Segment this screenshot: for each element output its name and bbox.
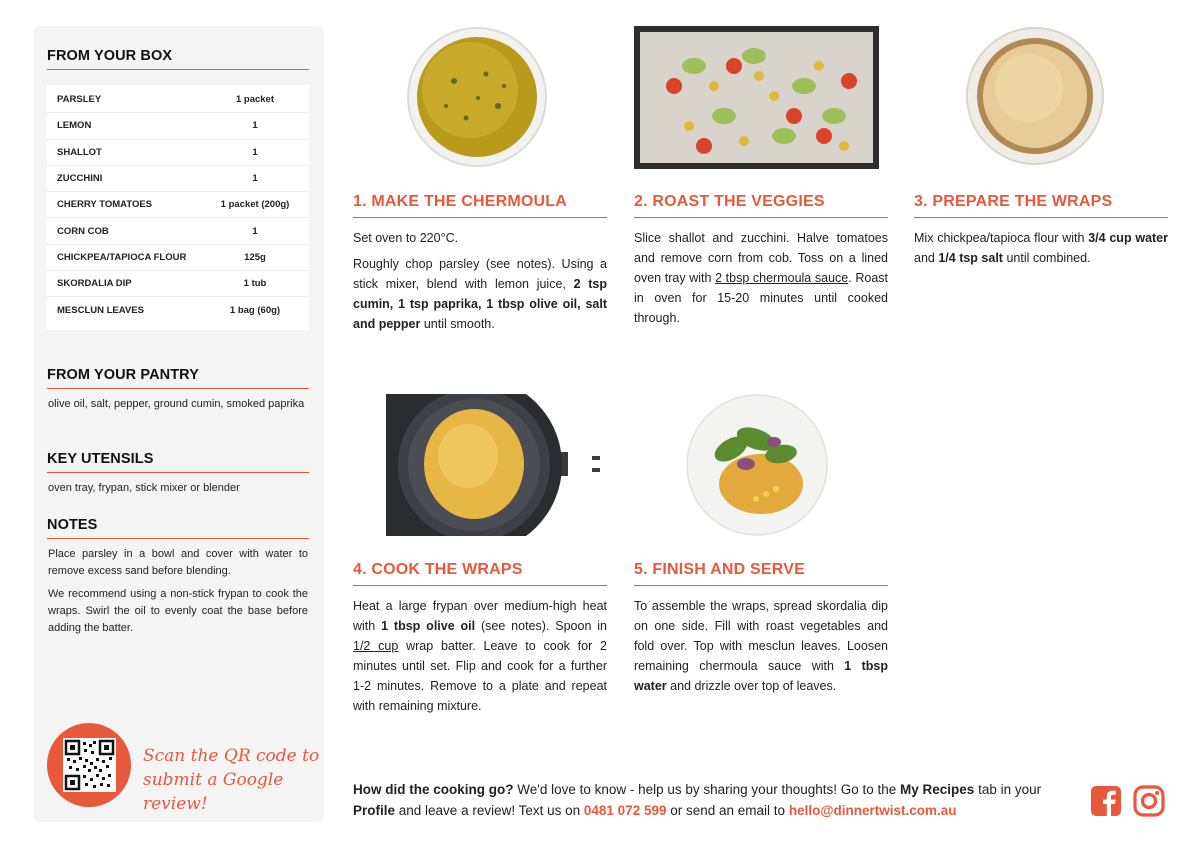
bold-span: 1 tbsp water — [634, 659, 888, 693]
note-item: We recommend using a non-stick frypan to cook the wraps. Swirl the oil to evenly coat the base before adding the batter. — [48, 588, 308, 634]
bold-span: 2 tsp cumin, 1 tsp paprika, 1 tbsp olive oil, salt and pepper — [353, 277, 607, 331]
step-paragraph — [353, 596, 607, 716]
step-3 — [914, 26, 1168, 346]
my-recipes-link[interactable]: My Recipes — [900, 782, 975, 797]
bold-span: 1/4 tsp salt — [938, 251, 1003, 265]
step-body — [634, 596, 888, 702]
step-paragraph: Set oven to 220°C. — [353, 231, 459, 245]
text-span: until smooth. — [420, 317, 495, 331]
underlined-span: 2 tbsp chermoula sauce — [715, 271, 849, 285]
ingredient-row — [47, 297, 309, 323]
step-2 — [634, 26, 888, 346]
ingredient-row — [47, 113, 309, 139]
review-footer — [353, 779, 1073, 821]
ingredient-row — [47, 218, 309, 244]
ingredient-name: LEMON — [57, 120, 92, 132]
text-span: until combined. — [1002, 251, 1091, 265]
step-title: 4. COOK THE WRAPS — [353, 561, 607, 586]
roast-tray-image — [634, 26, 879, 169]
text-span: To assemble the wraps, spread skordalia dip on one side. Fill with roast vegetables and fold over. Top with mesclun leaves. Loosen remaining chermoula sauce with — [634, 599, 888, 673]
text-span: Mix chickpea/tapioca flour with — [914, 231, 1089, 245]
footer-text: tab in your — [974, 782, 1042, 797]
step-body — [353, 228, 607, 340]
ingredient-name: MESCLUN LEAVES — [57, 305, 144, 317]
facebook-icon[interactable] — [1090, 785, 1122, 817]
ingredient-row — [47, 271, 309, 297]
ingredient-row — [47, 166, 309, 192]
ingredient-row — [47, 87, 309, 113]
ingredient-qty: 1 — [252, 146, 258, 158]
chermoula-bowl-image — [406, 26, 548, 168]
phone-link[interactable]: 0481 072 599 — [583, 803, 667, 818]
step-title: 3. PREPARE THE WRAPS — [914, 193, 1168, 218]
utensils-heading: KEY UTENSILS — [47, 451, 309, 473]
ingredient-row — [47, 140, 309, 166]
email-link[interactable]: hello@dinnertwist.com.au — [788, 803, 957, 818]
notes-text — [48, 546, 308, 643]
footer-text: or send an email to — [666, 803, 789, 818]
ingredient-qty: 125g — [244, 251, 266, 263]
footer-text: and leave a review! Text us on — [395, 803, 584, 818]
notes-heading: NOTES — [47, 517, 309, 539]
ingredient-qty: 1 — [252, 120, 258, 132]
step-paragraph — [353, 254, 607, 334]
text-span: . Roast in oven for 15-20 minutes until cooked through. — [634, 271, 889, 325]
qr-caption — [143, 744, 324, 816]
from-box-heading: FROM YOUR BOX — [47, 48, 309, 70]
step-5 — [634, 394, 888, 724]
ingredient-name: CORN COB — [57, 225, 109, 237]
step-paragraph — [634, 596, 888, 696]
underlined-span: 1/2 cup — [353, 639, 399, 653]
frypan-wrap-image — [386, 394, 606, 536]
ingredient-qty: 1 packet — [235, 94, 275, 106]
step-title: 2. ROAST THE VEGGIES — [634, 193, 888, 218]
ingredients-table — [47, 85, 309, 330]
text-span: Slice shallot and zucchini. Halve tomatoes and remove corn from cob. Toss on a lined oven tray with — [634, 231, 888, 285]
instagram-icon[interactable] — [1133, 785, 1165, 817]
qr-caption-line: submit a Google review! — [143, 770, 284, 814]
pantry-text: olive oil, salt, pepper, ground cumin, smoked paprika — [48, 398, 305, 410]
batter-bowl-image — [963, 26, 1107, 166]
qr-badge — [47, 723, 131, 807]
step-body — [634, 228, 888, 334]
ingredient-name: CHICKPEA/TAPIOCA FLOUR — [57, 251, 187, 263]
ingredient-name: ZUCCHINI — [57, 173, 103, 185]
step-4 — [353, 394, 607, 724]
text-span: Heat a large frypan over medium-high heat with — [353, 599, 607, 633]
qr-code-icon[interactable] — [63, 738, 116, 792]
utensils-text: oven tray, frypan, stick mixer or blender — [48, 482, 240, 494]
text-span: wrap batter. Leave to cook for 2 minutes until set. Flip and cook for a further 1-2 minutes. Remove to a plate and repeat with remaining mixture. — [353, 639, 607, 713]
bold-span: 3/4 cup water — [1088, 231, 1169, 245]
pantry-heading: FROM YOUR PANTRY — [47, 367, 309, 389]
ingredient-qty: 1 tub — [243, 278, 267, 290]
ingredient-name: PARSLEY — [57, 94, 102, 106]
ingredients-sidebar — [33, 26, 324, 822]
step-body — [353, 596, 607, 722]
text-span: (see notes). Spoon in — [475, 619, 608, 633]
ingredient-qty: 1 packet (200g) — [220, 199, 290, 211]
bold-span: 1 tbsp olive oil — [381, 619, 476, 633]
plated-wrap-image — [686, 394, 828, 536]
step-title: 1. MAKE THE CHERMOULA — [353, 193, 607, 218]
ingredient-qty: 1 — [252, 173, 258, 185]
step-title: 5. FINISH AND SERVE — [634, 561, 888, 586]
text-span: Roughly chop parsley (see notes). Using a stick mixer, blend with lemon juice, — [353, 257, 607, 291]
note-item: Place parsley in a bowl and cover with water to remove excess sand before blending. — [48, 548, 308, 577]
profile-link[interactable]: Profile — [353, 803, 396, 818]
text-span: and drizzle over top of leaves. — [666, 679, 837, 693]
step-1 — [353, 26, 607, 346]
ingredient-row — [47, 245, 309, 271]
footer-text: We'd love to know - help us by sharing your thoughts! Go to the — [513, 782, 901, 797]
footer-question: How did the cooking go? — [353, 782, 514, 797]
ingredient-qty: 1 — [252, 225, 258, 237]
ingredient-name: SKORDALIA DIP — [57, 278, 132, 290]
ingredient-name: SHALLOT — [57, 146, 102, 158]
ingredient-qty: 1 bag (60g) — [229, 305, 281, 317]
ingredient-row — [47, 192, 309, 218]
text-span: and — [914, 251, 939, 265]
step-paragraph — [914, 228, 1168, 268]
ingredient-name: CHERRY TOMATOES — [57, 199, 153, 211]
step-paragraph — [634, 228, 888, 328]
step-body — [914, 228, 1168, 274]
qr-caption-line: Scan the QR code to — [143, 746, 320, 766]
